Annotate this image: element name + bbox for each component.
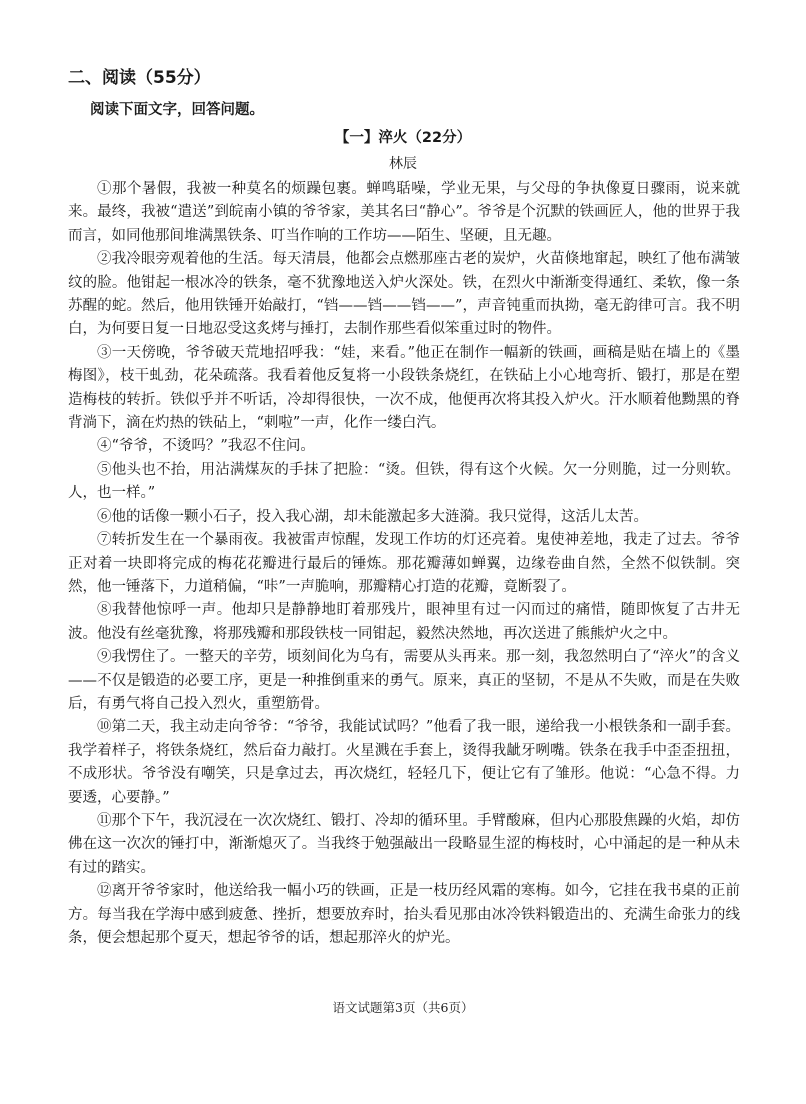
paragraph-9: ⑨我愣住了。一整天的辛劳，顷刻间化为乌有，需要从头再来。那一刻，我忽然明白了“淬火”的含义——不仅是锻造的必要工序，更是一种推倒重来的勇气。原来，真正的坚韧，不是从不失败，而是在失败后，有勇气将自己投入烈火，重塑筋骨。 [68,649,740,712]
article-body [68,178,740,950]
paragraph-6: ⑥他的话像一颗小石子，投入我心湖，却未能激起多大涟漪。我只觉得，这活儿太苦。 [97,508,648,525]
paragraph-12: ⑫离开爷爷家时，他送给我一幅小巧的铁画，正是一枝历经风霜的寒梅。如今，它挂在我书桌的正前方。每当我在学海中感到疲惫、挫折，想要放弃时，抬头看见那由冰冷铁料锻造出的、充满生命张力的线条，便会想起那个夏天，想起爷爷的话，想起那淬火的炉光。 [68,883,740,946]
paragraph-7: ⑦转折发生在一个暴雨夜。我被雷声惊醒，发现工作坊的灯还亮着。鬼使神差地，我走了过去。爷爷正对着一块即将完成的梅花花瓣进行最后的锤炼。那花瓣薄如蝉翼，边缘卷曲自然，全然不似铁制。突然，他一锤落下，力道稍偏，“咔”一声脆响，那瓣精心打造的花瓣，竟断裂了。 [68,532,740,595]
paragraph-10: ⑩第二天，我主动走向爷爷：“爷爷，我能试试吗？”他看了我一眼，递给我一小根铁条和一副手套。我学着样子，将铁条烧红，然后奋力敲打。火星溅在手套上，烫得我龇牙咧嘴。铁条在我手中歪歪扭扭，不成形状。爷爷没有嘲笑，只是拿过去，再次烧红，轻轻几下，便让它有了雏形。他说：“心急不得。力要透，心要静。” [68,719,740,806]
paragraph-2: ②我冷眼旁观着他的生活。每天清晨，他都会点燃那座古老的炭炉，火苗倏地窜起，映红了他布满皱纹的脸。他钳起一根冰冷的铁条，毫不犹豫地送入炉火深处。铁，在烈火中渐渐变得通红、柔软，像一条苏醒的蛇。然后，他用铁锤开始敲打，“铛——铛——铛——”，声音钝重而执拗，毫无韵律可言。我不明白，为何要日复一日地忍受这炙烤与捶打，去制作那些看似笨重过时的物件。 [68,251,740,338]
article-title: 【一】淬火（22分） [334,130,472,146]
paragraph-1: ①那个暑假，我被一种莫名的烦躁包裹。蝉鸣聒噪，学业无果，与父母的争执像夏日骤雨，说来就来。最终，我被“遣送”到皖南小镇的爷爷家，美其名曰“静心”。爷爷是个沉默的铁画匠人，他的世界于我而言，如同他那间堆满黑铁条、叮当作响的工作坊——陌生、坚硬，且无趣。 [68,181,740,244]
article-author: 林辰 [389,156,417,172]
paragraph-3: ③一天傍晚，爷爷破天荒地招呼我：“娃，来看。”他正在制作一幅新的铁画，画稿是贴在墙上的《墨梅图》，枝干虬劲，花朵疏落。我看着他反复将一小段铁条烧红，在铁砧上小心地弯折、锻打，那是在塑造梅枝的转折。铁似乎并不听话，冷却得很快，一次不成，他便再次将其投入炉火。汗水顺着他黝黑的脊背淌下，滴在灼热的铁砧上，“刺啦”一声，化作一缕白汽。 [68,344,740,432]
paragraph-8: ⑧我替他惊呼一声。他却只是静静地盯着那残片，眼神里有过一闪而过的痛惜，随即恢复了古井无波。他没有丝毫犹豫，将那残瓣和那段铁枝一同钳起，毅然决然地，再次送进了熊熊炉火之中。 [68,602,740,642]
paragraph-4: ④“爷爷，不烫吗？”我忍不住问。 [97,438,315,455]
paragraph-11: ⑪那个下午，我沉浸在一次次烧红、锻打、冷却的循环里。手臂酸麻，但内心那股焦躁的火焰，却仿佛在这一次次的锤打中，渐渐熄灭了。当我终于勉强敲出一段略显生涩的梅枝时，心中涌起的是一种从未有过的踏实。 [68,812,740,876]
section-title: 二、阅读（55分） [68,68,211,88]
page-footer: 语文试题第3页（共6页） [332,1000,474,1015]
instruction-text: 阅读下面文字，回答问题。 [90,102,264,118]
paragraph-5: ⑤他头也不抬，用沾满煤灰的手抹了把脸：“烫。但铁，得有这个火候。欠一分则脆，过一分则软。人，也一样。” [68,461,740,502]
